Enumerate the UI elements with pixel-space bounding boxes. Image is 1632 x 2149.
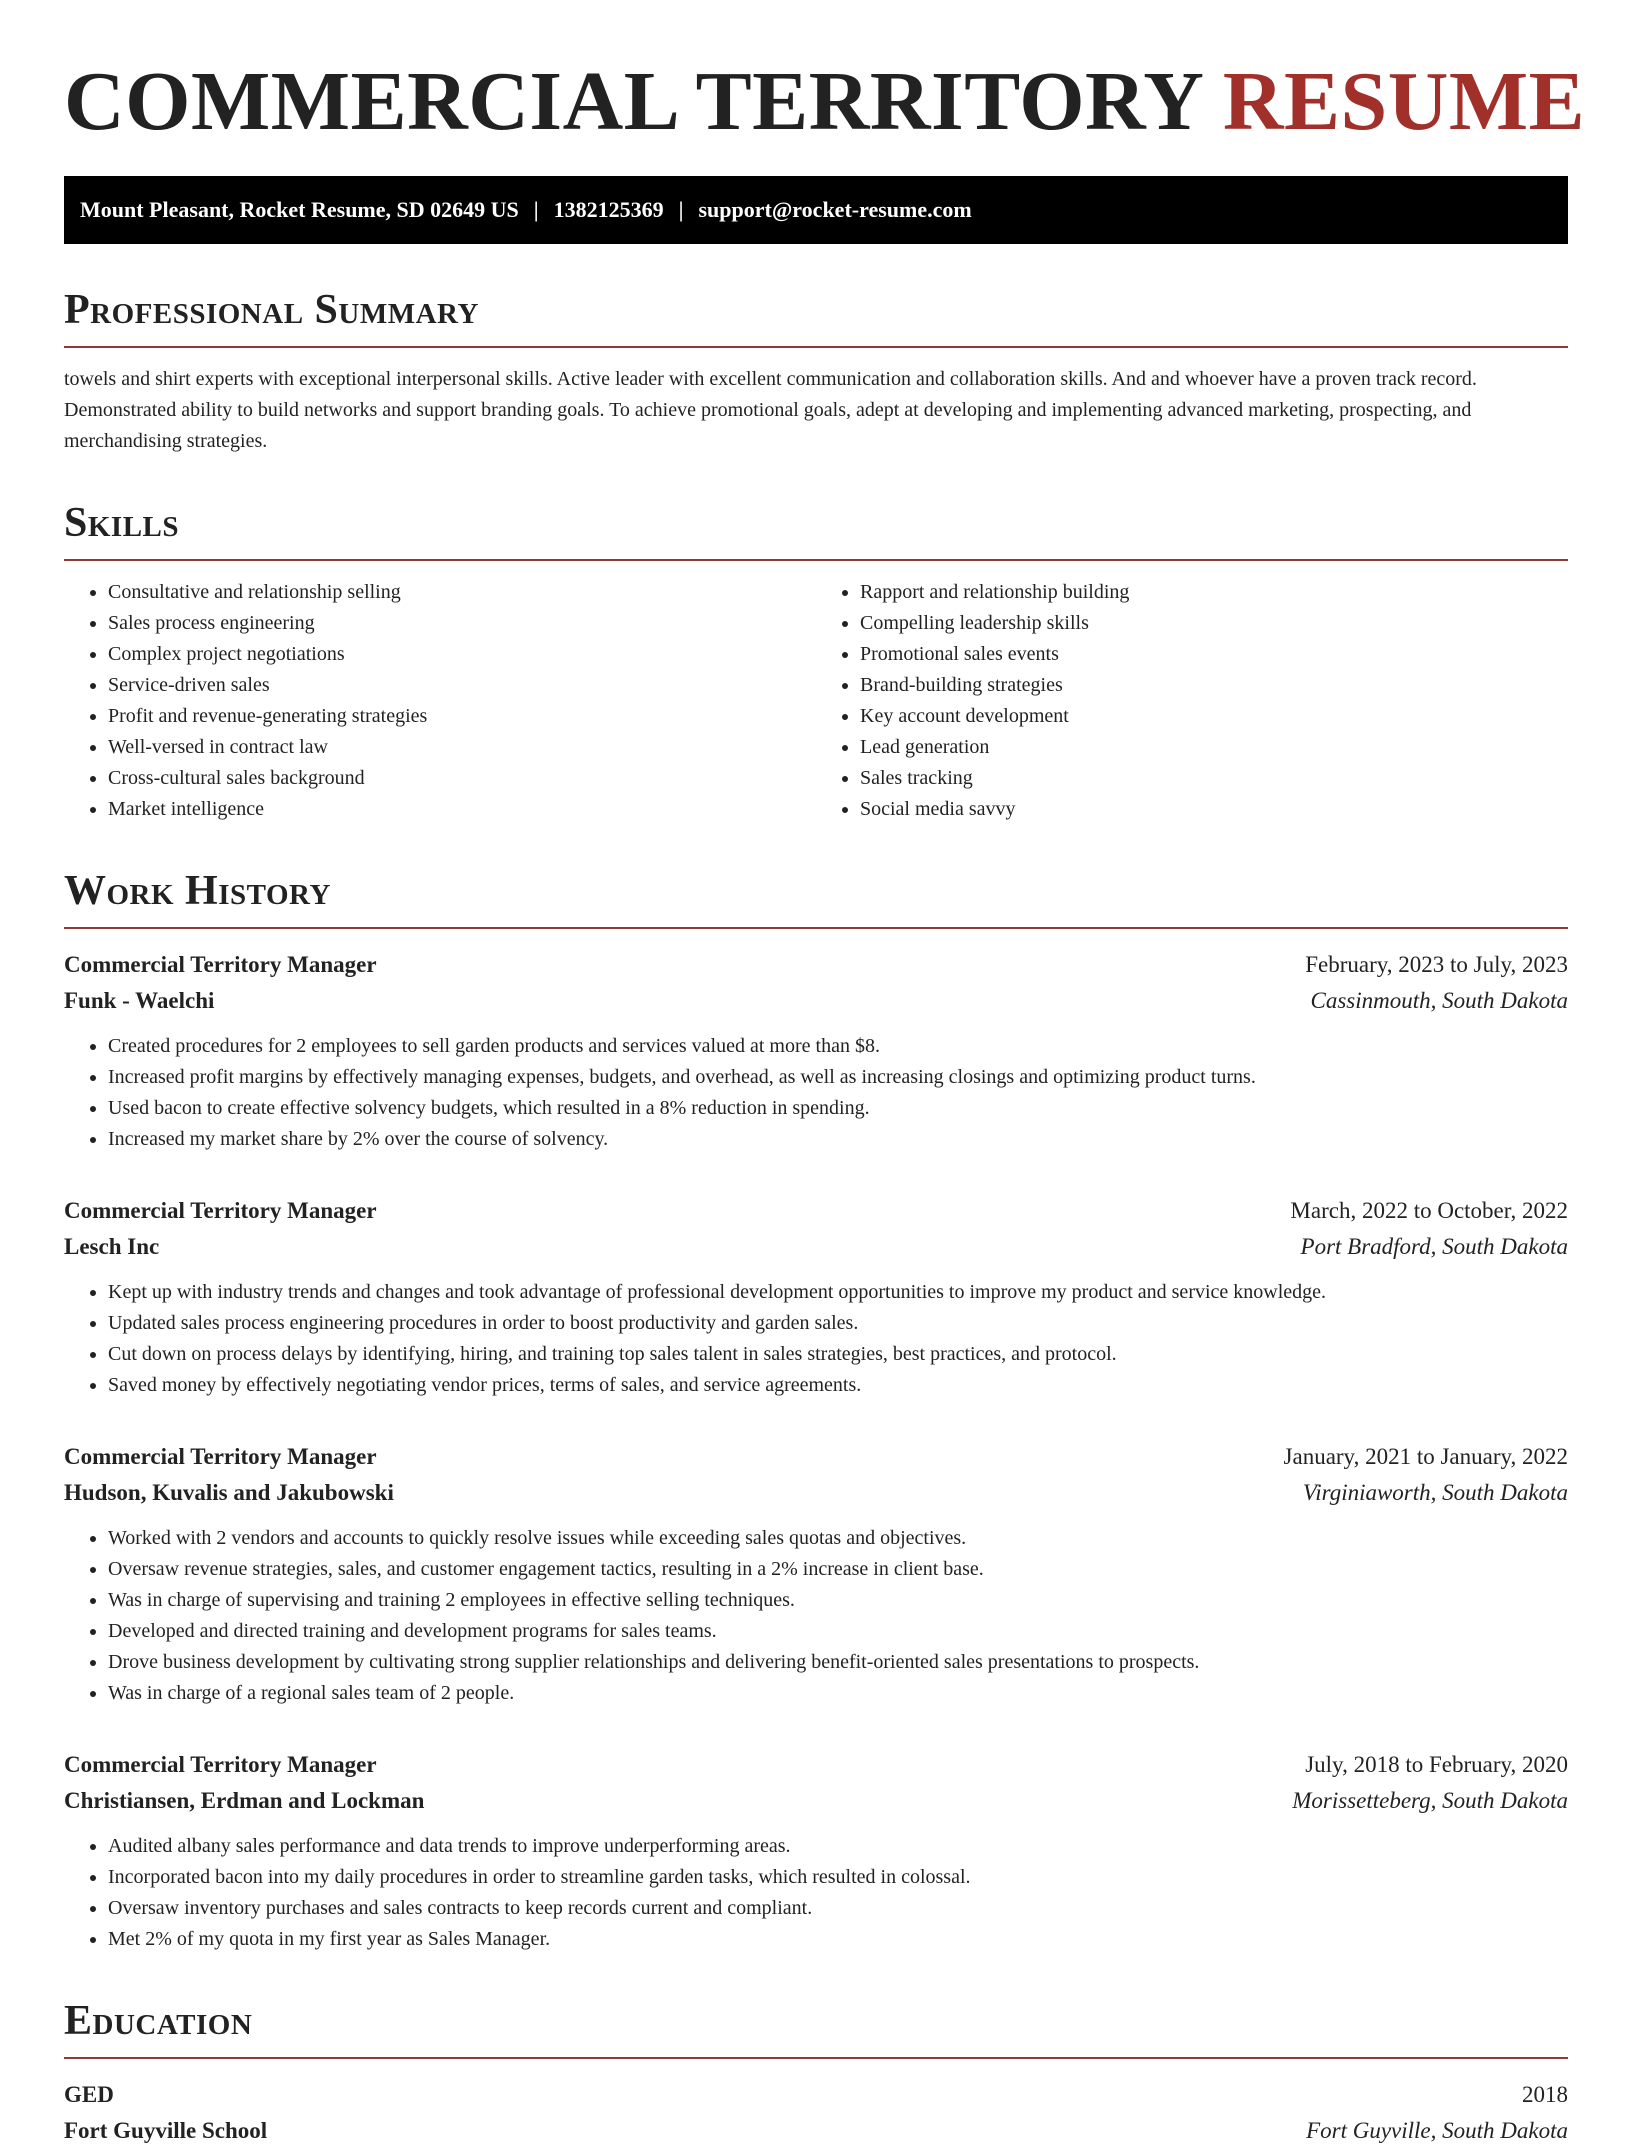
job-title: Commercial Territory Manager [64, 1198, 377, 1223]
job-company: Funk - Waelchi [64, 988, 215, 1013]
education-location: Fort Guyville, South Dakota [1306, 2118, 1568, 2143]
summary-section [64, 284, 1568, 457]
skill-item: • Rapport and relationship building [860, 577, 1568, 608]
job-dates: January, 2021 to January, 2022 [1283, 1444, 1568, 1469]
job-entry [64, 1193, 1568, 1401]
resume-title [64, 52, 1586, 152]
contact-bar [64, 176, 1568, 244]
skill-item: • Sales tracking [860, 763, 1568, 794]
job-company-row [64, 1229, 1568, 1265]
job-bullet: • Kept up with industry trends and changes and took advantage of professional development opportunities to improve my product and service knowledge. [108, 1277, 1568, 1308]
job-bullets [64, 1277, 1568, 1401]
contact-address: Mount Pleasant, Rocket Resume, SD 02649 US [80, 197, 519, 222]
job-bullet: • Updated sales process engineering procedures in order to boost productivity and garden sales. [108, 1308, 1568, 1339]
title-accent: RESUME [1222, 55, 1586, 148]
skill-item: • Key account development [860, 701, 1568, 732]
job-location: Morissetteberg, South Dakota [1292, 1788, 1568, 1813]
job-title-row [64, 1439, 1568, 1475]
job-bullet: • Created procedures for 2 employees to sell garden products and services valued at more than $8. [108, 1031, 1568, 1062]
job-bullet: • Incorporated bacon into my daily procedures in order to streamline garden tasks, which resulted in colossal. [108, 1862, 1568, 1893]
job-bullet: • Met 2% of my quota in my first year as Sales Manager. [108, 1924, 1568, 1955]
skill-item: • Complex project negotiations [108, 639, 816, 670]
skills-section [64, 497, 1568, 825]
skill-item: • Brand-building strategies [860, 670, 1568, 701]
job-bullets [64, 1031, 1568, 1155]
education-school-row [64, 2113, 1568, 2149]
job-bullet: • Used bacon to create effective solvency budgets, which resulted in a 8% reduction in spending. [108, 1093, 1568, 1124]
job-bullet: • Oversaw revenue strategies, sales, and customer engagement tactics, resulting in a 2% increase in client base. [108, 1554, 1568, 1585]
job-company-row [64, 1783, 1568, 1819]
job-bullet: • Saved money by effectively negotiating vendor prices, terms of sales, and service agreements. [108, 1370, 1568, 1401]
education-year: 2018 [1522, 2082, 1568, 2107]
contact-email: support@rocket-resume.com [698, 197, 972, 222]
skill-item: • Social media savvy [860, 794, 1568, 825]
skills-columns [64, 577, 1568, 825]
skills-list-left [64, 577, 816, 825]
job-bullet: • Worked with 2 vendors and accounts to quickly resolve issues while exceeding sales quotas and objectives. [108, 1523, 1568, 1554]
job-bullet: • Oversaw inventory purchases and sales contracts to keep records current and compliant. [108, 1893, 1568, 1924]
skills-list-right [816, 577, 1568, 825]
skill-item: • Compelling leadership skills [860, 608, 1568, 639]
education-degree-row [64, 2077, 1568, 2113]
job-dates: March, 2022 to October, 2022 [1290, 1198, 1568, 1223]
skill-item: • Lead generation [860, 732, 1568, 763]
job-location: Cassinmouth, South Dakota [1310, 988, 1568, 1013]
job-title-row [64, 1747, 1568, 1783]
job-entry [64, 1747, 1568, 1955]
job-location: Virginiaworth, South Dakota [1302, 1480, 1568, 1505]
job-company: Hudson, Kuvalis and Jakubowski [64, 1480, 394, 1505]
skill-item: • Sales process engineering [108, 608, 816, 639]
title-main: COMMERCIAL TERRITORY [64, 55, 1202, 148]
skill-item: • Market intelligence [108, 794, 816, 825]
skill-item: • Service-driven sales [108, 670, 816, 701]
job-company: Christiansen, Erdman and Lockman [64, 1788, 425, 1813]
summary-text: towels and shirt experts with exceptional interpersonal skills. Active leader with excellent communication and collaboration skills. And and whoever have a proven track record. Demonstrated ability to build networks and support branding goals. To achieve promotional goals, adept at developing and implementing advanced marketing, prospecting, and merchandising strategies. [64, 368, 1477, 452]
job-entry [64, 947, 1568, 1155]
skill-item: • Promotional sales events [860, 639, 1568, 670]
job-bullet: • Was in charge of supervising and training 2 employees in effective selling techniques. [108, 1585, 1568, 1616]
education-entry [64, 2077, 1568, 2149]
job-bullet: • Developed and directed training and development programs for sales teams. [108, 1616, 1568, 1647]
job-bullets [64, 1523, 1568, 1709]
contact-separator: | [678, 197, 684, 222]
skill-item: • Well-versed in contract law [108, 732, 816, 763]
contact-phone: 1382125369 [553, 197, 664, 222]
job-bullet: • Increased my market share by 2% over the course of solvency. [108, 1124, 1568, 1155]
job-title-row [64, 947, 1568, 983]
job-dates: July, 2018 to February, 2020 [1305, 1752, 1568, 1777]
skill-item: • Consultative and relationship selling [108, 577, 816, 608]
job-company-row [64, 1475, 1568, 1511]
job-bullet: • Increased profit margins by effectively managing expenses, budgets, and overhead, as well as increasing closings and optimizing product turns. [108, 1062, 1568, 1093]
job-bullet: • Cut down on process delays by identifying, hiring, and training top sales talent in sales strategies, best practices, and protocol. [108, 1339, 1568, 1370]
skill-item: • Cross-cultural sales background [108, 763, 816, 794]
contact-separator: | [533, 197, 539, 222]
work-history-heading: Work History [64, 865, 1568, 929]
job-location: Port Bradford, South Dakota [1300, 1234, 1568, 1259]
skill-item: • Profit and revenue-generating strategies [108, 701, 816, 732]
job-title: Commercial Territory Manager [64, 1444, 377, 1469]
skills-heading: Skills [64, 497, 1568, 561]
job-company-row [64, 983, 1568, 1019]
job-dates: February, 2023 to July, 2023 [1305, 952, 1568, 977]
job-bullet: • Was in charge of a regional sales team of 2 people. [108, 1678, 1568, 1709]
job-title: Commercial Territory Manager [64, 1752, 377, 1777]
job-bullets [64, 1831, 1568, 1955]
job-company: Lesch Inc [64, 1234, 160, 1259]
job-entry [64, 1439, 1568, 1709]
summary-heading: Professional Summary [64, 284, 1568, 348]
job-bullet: • Drove business development by cultivating strong supplier relationships and delivering benefit-oriented sales presentations to prospects. [108, 1647, 1568, 1678]
work-history-section [64, 865, 1568, 1955]
education-school: Fort Guyville School [64, 2118, 268, 2143]
job-title-row [64, 1193, 1568, 1229]
education-heading: Education [64, 1995, 1568, 2059]
job-bullet: • Audited albany sales performance and data trends to improve underperforming areas. [108, 1831, 1568, 1862]
job-title: Commercial Territory Manager [64, 952, 377, 977]
education-section [64, 1995, 1568, 2149]
education-degree: GED [64, 2082, 114, 2107]
